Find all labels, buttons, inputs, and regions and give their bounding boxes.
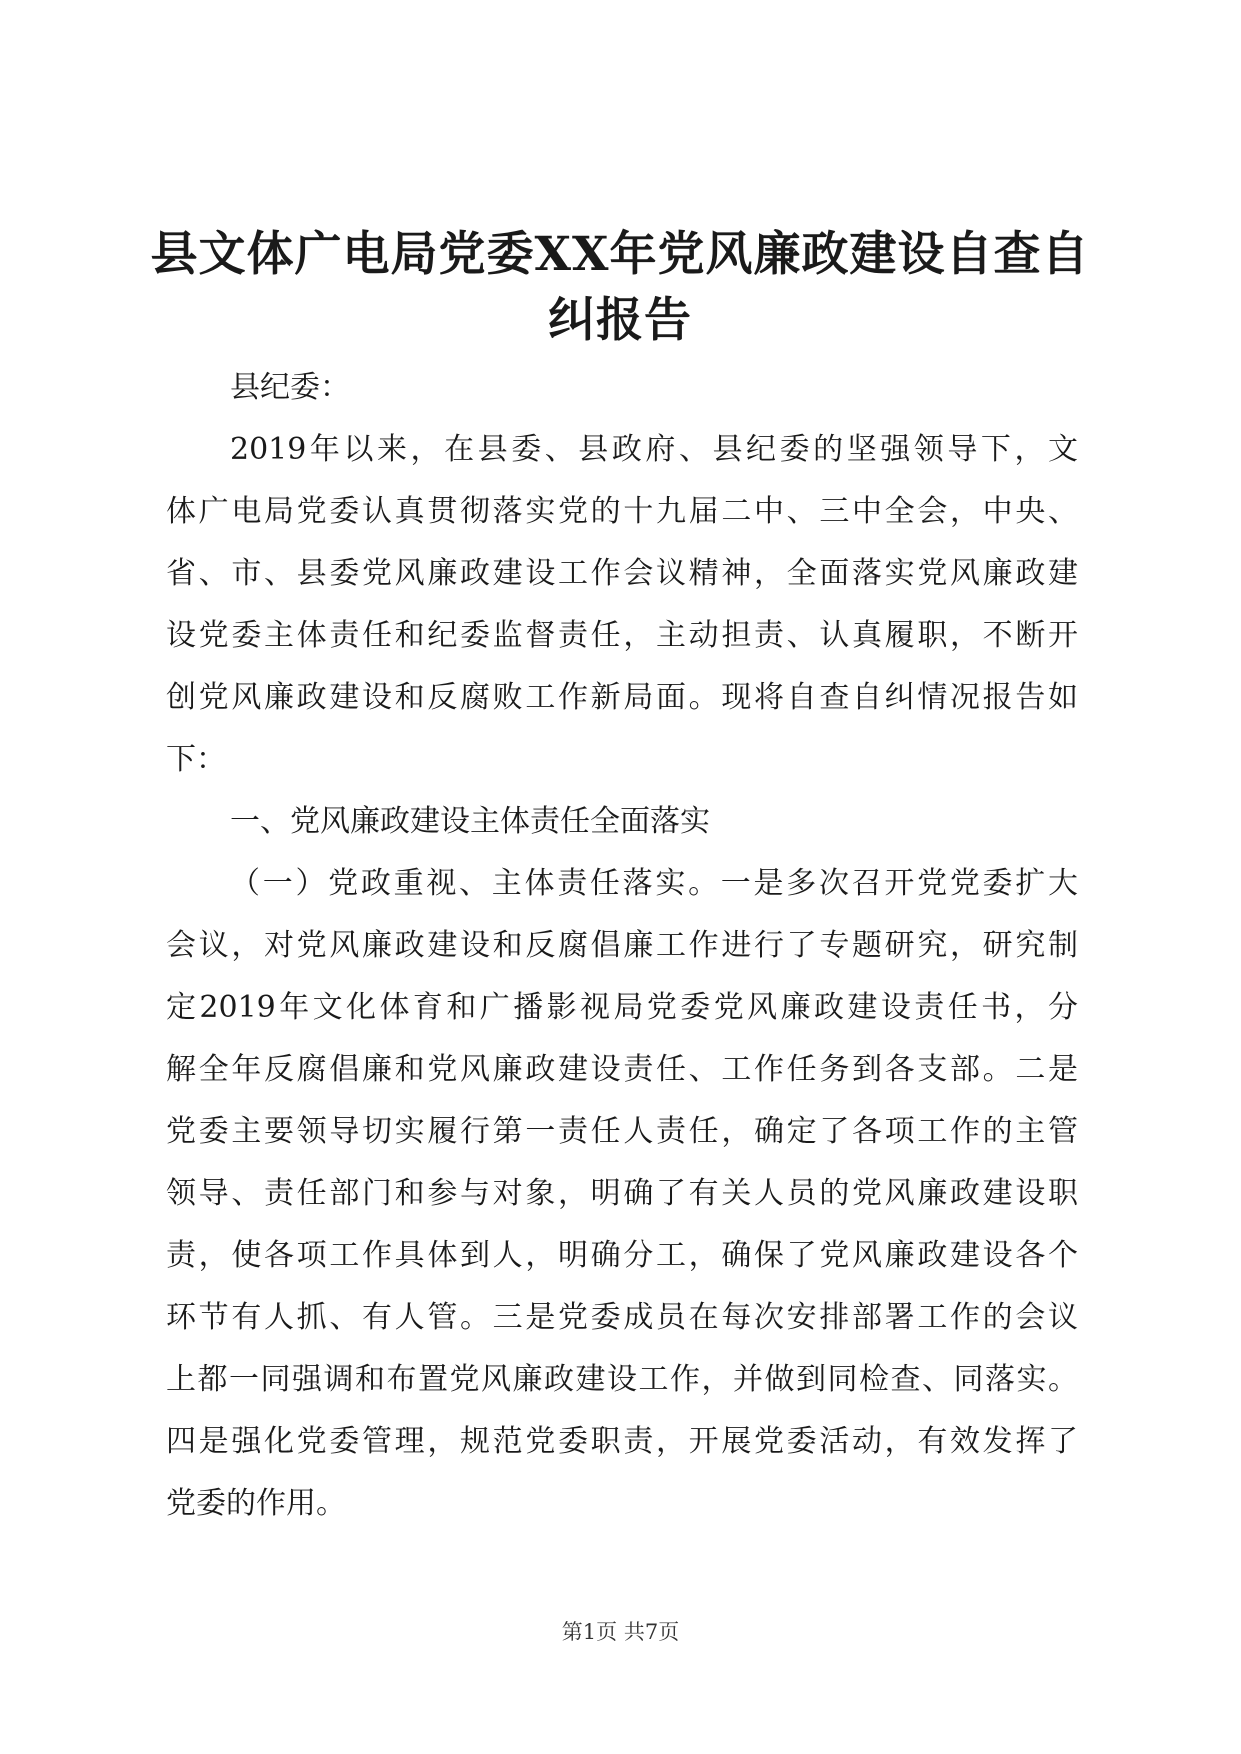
- intro-paragraph: [166, 419, 1078, 791]
- paragraph-line: 党委的作用。: [166, 1486, 346, 1521]
- paragraph-line: 责，使各项工作具体到人，明确分工，确保了党风廉政建设各个: [166, 1238, 1078, 1273]
- paragraph-line: 省、市、县委党风廉政建设工作会议精神，全面落实党风廉政建: [166, 556, 1078, 591]
- paragraph-line: 环节有人抓、有人管。三是党委成员在每次安排部署工作的会议: [166, 1300, 1078, 1335]
- paragraph-line: 四是强化党委管理，规范党委职责，开展党委活动，有效发挥了: [166, 1424, 1078, 1459]
- page-number-footer: 第1页 共7页: [561, 1620, 680, 1644]
- document-body: [166, 357, 1078, 1535]
- section-heading: 一、党风廉政建设主体责任全面落实: [230, 804, 710, 839]
- paragraph-line: 2019年以来，在县委、县政府、县纪委的坚强领导下，文: [230, 432, 1078, 467]
- title-line-1: 县文体广电局党委XX年党风廉政建设自查自: [150, 227, 1090, 282]
- paragraph-line: 下：: [166, 742, 226, 777]
- paragraph-line: 定2019年文化体育和广播影视局党委党风廉政建设责任书，分: [166, 990, 1078, 1025]
- paragraph-line: 体广电局党委认真贯彻落实党的十九届二中、三中全会，中央、: [166, 494, 1078, 529]
- document-title: [140, 222, 1100, 354]
- paragraph-line: （一）党政重视、主体责任落实。一是多次召开党党委扩大: [230, 866, 1078, 901]
- paragraph-line: 创党风廉政建设和反腐败工作新局面。现将自查自纠情况报告如: [166, 680, 1078, 715]
- paragraph-line: 解全年反腐倡廉和党风廉政建设责任、工作任务到各支部。二是: [166, 1052, 1078, 1087]
- salutation: 县纪委：: [230, 370, 350, 405]
- paragraph-line: 党委主要领导切实履行第一责任人责任，确定了各项工作的主管: [166, 1114, 1078, 1149]
- paragraph-line: 会议，对党风廉政建设和反腐倡廉工作进行了专题研究，研究制: [166, 928, 1078, 963]
- section-paragraph: [166, 853, 1078, 1535]
- paragraph-line: 上都一同强调和布置党风廉政建设工作，并做到同检查、同落实。: [166, 1362, 1078, 1397]
- paragraph-line: 设党委主体责任和纪委监督责任，主动担责、认真履职，不断开: [166, 618, 1078, 653]
- paragraph-line: 领导、责任部门和参与对象，明确了有关人员的党风廉政建设职: [166, 1176, 1078, 1211]
- title-line-2: 纠报告: [548, 293, 692, 348]
